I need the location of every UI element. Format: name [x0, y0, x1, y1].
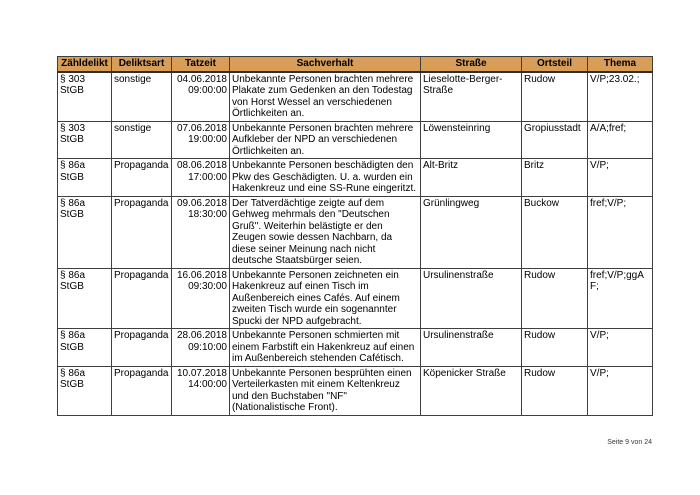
incident-table — [57, 56, 653, 416]
page-number-footer: Seite 9 von 24 — [607, 439, 652, 446]
cell-sachverhalt: Unbekannte Personen brachten mehrere Plakate zum Gedenken an den Todestag von Horst Wessel an verschiedenen Örtlichkeiten an. — [230, 72, 421, 122]
table-row — [58, 329, 653, 367]
tatzeit-zeit: 19:00:00 — [188, 134, 227, 145]
tatzeit-zeit: 14:00:00 — [188, 379, 227, 390]
cell-sachverhalt: Unbekannte Personen beschädigten den Pkw des Geschädigten. U. a. wurden ein Hakenkreuz und eine SS-Rune eingeritzt. — [230, 159, 421, 197]
tatzeit-zeit: 09:30:00 — [188, 281, 227, 292]
cell-ortsteil: Rudow — [522, 329, 588, 367]
table-row — [58, 366, 653, 415]
column-header-sachverhalt: Sachverhalt — [230, 57, 421, 72]
cell-zaehldelikt: § 86a StGB — [58, 366, 112, 415]
cell-ortsteil: Gropiusstadt — [522, 121, 588, 159]
cell-zaehldelikt: § 86a StGB — [58, 196, 112, 268]
cell-strasse: Ursulinenstraße — [421, 268, 522, 329]
table-row — [58, 159, 653, 197]
cell-thema: V/P; — [588, 159, 653, 197]
cell-deliktsart: sonstige — [112, 121, 172, 159]
cell-ortsteil: Rudow — [522, 268, 588, 329]
tatzeit-datum: 10.07.2018 — [176, 367, 227, 379]
cell-deliktsart: Propaganda — [112, 366, 172, 415]
cell-strasse: Köpenicker Straße — [421, 366, 522, 415]
column-header-thema: Thema — [588, 57, 653, 72]
table-body — [58, 72, 653, 416]
cell-zaehldelikt: § 86a StGB — [58, 268, 112, 329]
cell-zaehldelikt: § 303 StGB — [58, 121, 112, 159]
tatzeit-datum: 07.06.2018 — [176, 122, 227, 134]
column-header-strasse: Straße — [421, 57, 522, 72]
cell-strasse: Grünlingweg — [421, 196, 522, 268]
column-header-tatzeit: Tatzeit — [172, 57, 230, 72]
cell-tatzeit — [172, 366, 230, 415]
cell-tatzeit — [172, 329, 230, 367]
tatzeit-datum: 28.06.2018 — [176, 330, 227, 341]
cell-deliktsart: Propaganda — [112, 159, 172, 197]
column-header-zaehldelikt: Zähldelikt — [58, 57, 112, 72]
cell-sachverhalt: Der Tatverdächtige zeigte auf dem Gehweg mehrmals den "Deutschen Gruß". Weiterhin belästigte er den Zeugen sowie dessen Nachbarn, da diese seiner Meinung nach nicht deutsche Staatsbürger seien. — [230, 196, 421, 268]
cell-ortsteil: Britz — [522, 159, 588, 197]
table-row — [58, 268, 653, 329]
cell-sachverhalt: Unbekannte Personen zeichneten ein Hakenkreuz auf einen Tisch im Außenbereich eines Cafés. Auf einem zweiten Tisch wurde ein sogenannter Spucki der NPD aufgebracht. — [230, 268, 421, 329]
cell-zaehldelikt: § 303 StGB — [58, 72, 112, 122]
cell-zaehldelikt: § 86a StGB — [58, 329, 112, 367]
cell-sachverhalt: Unbekannte Personen brachten mehrere Aufkleber der NPD an verschiedenen Örtlichkeiten an. — [230, 121, 421, 159]
cell-sachverhalt: Unbekannte Personen besprühten einen Verteilerkasten mit einem Keltenkreuz und den Buchstaben "NF" (Nationalistische Front). — [230, 366, 421, 415]
cell-deliktsart: Propaganda — [112, 329, 172, 367]
tatzeit-zeit: 17:00:00 — [188, 171, 227, 183]
cell-tatzeit — [172, 196, 230, 268]
cell-thema: fref;V/P; — [588, 196, 653, 268]
cell-thema: V/P; — [588, 366, 653, 415]
cell-deliktsart: sonstige — [112, 72, 172, 122]
cell-strasse: Lieselotte-Berger-Straße — [421, 72, 522, 122]
cell-ortsteil: Rudow — [522, 366, 588, 415]
tatzeit-datum: 04.06.2018 — [176, 73, 227, 85]
table-row — [58, 196, 653, 268]
column-header-ortsteil: Ortsteil — [522, 57, 588, 72]
cell-strasse: Löwensteinring — [421, 121, 522, 159]
cell-thema: V/P; — [588, 329, 653, 367]
tatzeit-zeit: 18:30:00 — [188, 209, 227, 220]
tatzeit-datum: 09.06.2018 — [176, 197, 227, 209]
cell-tatzeit — [172, 121, 230, 159]
table-row — [58, 121, 653, 159]
cell-tatzeit — [172, 268, 230, 329]
tatzeit-datum: 08.06.2018 — [176, 160, 227, 171]
header-row — [58, 57, 653, 72]
cell-deliktsart: Propaganda — [112, 268, 172, 329]
tatzeit-datum: 16.06.2018 — [176, 269, 227, 281]
cell-tatzeit — [172, 72, 230, 122]
cell-thema: A/A;fref; — [588, 121, 653, 159]
column-header-deliktsart: Deliktsart — [112, 57, 172, 72]
cell-tatzeit — [172, 159, 230, 197]
cell-sachverhalt: Unbekannte Personen schmierten mit einem Farbstift ein Hakenkreuz auf einen im Außenbereich stehenden Cafétisch. — [230, 329, 421, 367]
table-header — [58, 57, 653, 72]
table-row — [58, 72, 653, 122]
tatzeit-zeit: 09:10:00 — [188, 341, 227, 353]
cell-ortsteil: Rudow — [522, 72, 588, 122]
cell-strasse: Alt-Britz — [421, 159, 522, 197]
cell-strasse: Ursulinenstraße — [421, 329, 522, 367]
tatzeit-zeit: 09:00:00 — [188, 85, 227, 96]
cell-thema: V/P;23.02.; — [588, 72, 653, 122]
cell-deliktsart: Propaganda — [112, 196, 172, 268]
cell-ortsteil: Buckow — [522, 196, 588, 268]
cell-thema: fref;V/P;ggAF; — [588, 268, 653, 329]
cell-zaehldelikt: § 86a StGB — [58, 159, 112, 197]
